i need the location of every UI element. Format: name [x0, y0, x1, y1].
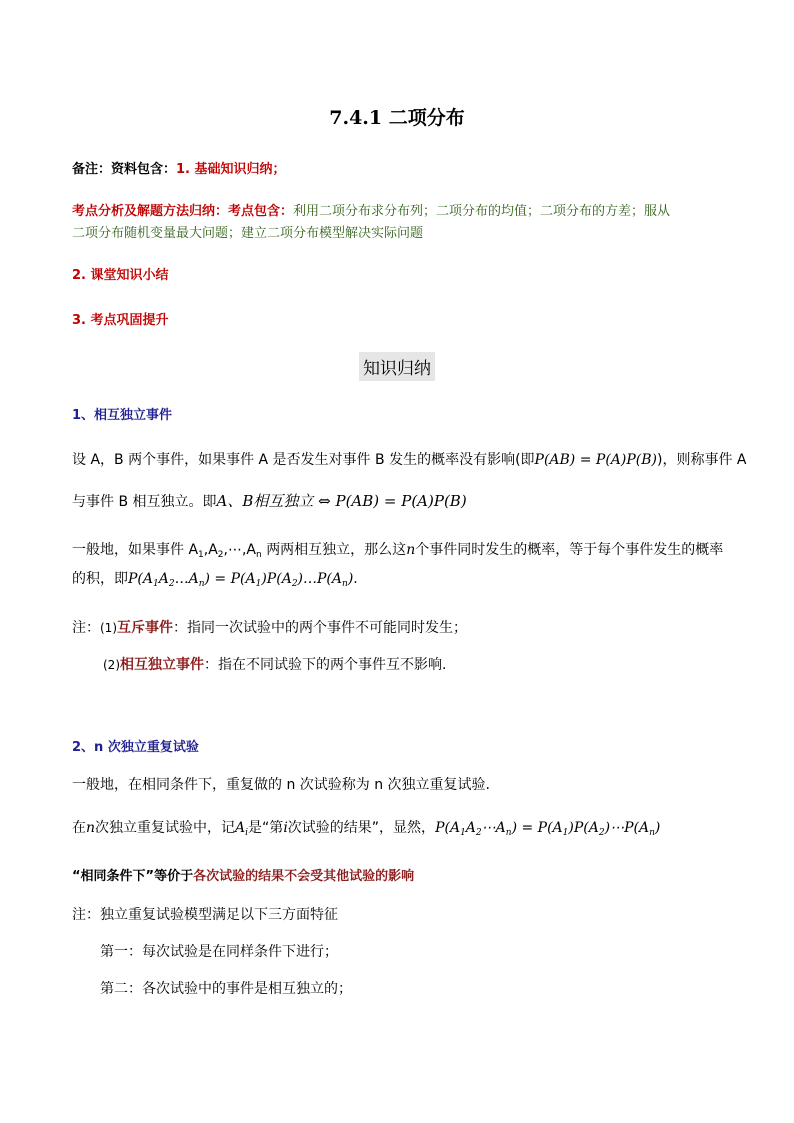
note-label: 注：: [72, 620, 100, 636]
note-2: [103, 654, 446, 674]
s1-p1-text-b: )，则称事件 A: [657, 452, 747, 468]
s1-paragraph-1: [72, 449, 747, 469]
s1-heading: 1、相互独立事件: [72, 408, 173, 423]
s1-paragraph-4: [72, 568, 358, 589]
analysis-line-2: 二项分布随机变量最大问题；建立二项分布模型解决实际问题: [72, 226, 424, 241]
note-2-term: 相互独立事件: [120, 657, 204, 673]
s1-p2-formula: A、B相互独立 ⇔ P(AB) = P(A)P(B): [216, 492, 467, 510]
s2-p2-text-a: 在: [72, 820, 86, 836]
s1-p3-text-b: 两两相互独立，那么这: [266, 542, 407, 558]
note-1-term: 互斥事件: [117, 620, 173, 636]
s2-quote: “相同条件下”等价于: [72, 869, 194, 884]
analysis-text-1: 利用二项分布求分布列；二项分布的均值；二项分布的方差；服从: [293, 204, 671, 219]
note-2-num: (2): [103, 658, 120, 672]
note-item-1: 1. 基础知识归纳；: [176, 162, 286, 177]
section-heading-box: [0, 352, 794, 381]
note-1: [72, 617, 467, 637]
s2-p2-text-d: 次试验的结果”，显然，: [287, 820, 436, 836]
s1-p3-text-a: 一般地，如果事件 A: [72, 542, 199, 558]
s1-p4-end: .: [353, 571, 358, 587]
s2-quote-em: 各次试验的结果不会受其他试验的影响: [193, 869, 415, 884]
s2-paragraph-1: 一般地，在相同条件下，重复做的 n 次试验称为 n 次独立重复试验.: [72, 777, 490, 793]
note-1-num: (1): [100, 621, 117, 635]
note-prefix: 备注：资料包含：: [72, 162, 177, 177]
s1-p3-text-c: 个事件同时发生的概率，等于每个事件发生的概率: [415, 542, 724, 558]
s2-note: 注：独立重复试验模型满足以下三方面特征: [72, 907, 338, 923]
s1-p1-formula: P(AB) = P(A)P(B): [534, 452, 657, 468]
s2-paragraph-2: 在n次独立重复试验中，记$A_i$是“第i次试验的结果”，显然，$P(A_1A_2\cdots A_n)$ = $P(A_1)P(A_2)\cdots P(A_n)$: [72, 820, 661, 838]
s1-paragraph-3: 一般地，如果事件 $A_1,A_2,\cdots,A_n$ 两两相互独立，那么这n个事件同时发生的概率，等于每个事件发生的概率: [72, 542, 724, 560]
s2-feature-2: 第二：各次试验中的事件是相互独立的；: [100, 981, 352, 997]
s1-p1-text-a: 设 A，B 两个事件，如果事件 A 是否发生对事件 B 发生的概率没有影响(即: [72, 452, 535, 468]
s2-heading: 2、n 次独立重复试验: [72, 740, 199, 755]
analysis-line-1: [72, 200, 670, 219]
note-1-text: ：指同一次试验中的两个事件不可能同时发生；: [173, 620, 467, 636]
s2-quote-line: [72, 865, 414, 884]
s2-feature-1: 第一：每次试验是在同样条件下进行；: [100, 944, 338, 960]
note-2-text: ：指在不同试验下的两个事件互不影响.: [204, 657, 447, 673]
note-line: [72, 158, 286, 177]
s1-paragraph-2: [72, 490, 467, 511]
s2-p2-text-b: 次独立重复试验中，记: [95, 820, 236, 836]
s2-p2-text-c: 是“第: [248, 820, 284, 836]
s1-p2-text: 与事件 B 相互独立。即: [72, 494, 217, 510]
item-2: 2. 课堂知识小结: [72, 268, 169, 283]
s1-p3-n: n: [406, 542, 416, 558]
s1-p4-formula: $P(A_1A_2\dots A_n)$ = $P(A_1)P(A_2)\dots P(A_n)$: [128, 571, 354, 589]
s1-p4-text: 的积，即: [72, 571, 128, 587]
page-title: 7.4.1 二项分布: [329, 107, 465, 129]
s2-formula: $P(A_1A_2\cdots A_n)$ = $P(A_1)P(A_2)\cdots P(A_n)$: [435, 820, 661, 838]
item-3: 3. 考点巩固提升: [72, 313, 169, 328]
section-heading: 知识归纳: [359, 352, 435, 381]
analysis-prefix: 考点分析及解题方法归纳：考点包含：: [72, 204, 294, 219]
